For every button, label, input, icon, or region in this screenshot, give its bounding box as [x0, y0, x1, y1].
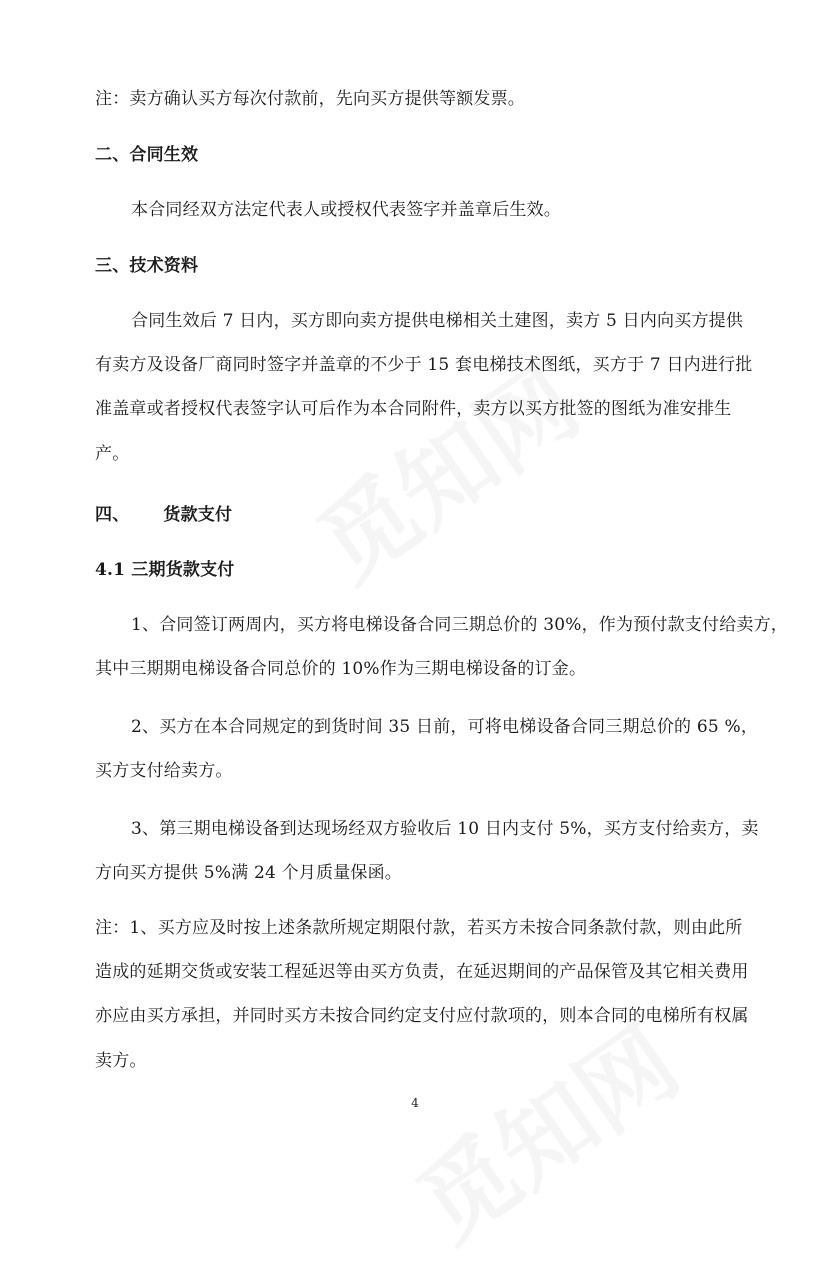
page-number: 4 — [411, 1096, 419, 1110]
section-4-title: 货款支付 — [163, 505, 233, 525]
payment-item-2: 2、买方在本合同规定的到货时间 35 日前，可将电梯设备合同三期总价的 65 %， — [131, 717, 759, 737]
payment-item-3: 方向买方提供 5%满 24 个月质量保函。 — [95, 863, 403, 883]
section-3-line: 合同生效后 7 日内，买方即向卖方提供电梯相关土建图，卖方 5 日内向买方提供 — [131, 311, 744, 331]
invoice-note: 注：卖方确认买方每次付款前，先向买方提供等额发票。 — [95, 89, 525, 109]
payment-item-3: 3、第三期电梯设备到达现场经双方验收后 10 日内支付 5%，买方支付给卖方，卖 — [131, 819, 759, 839]
section-2-body: 本合同经双方法定代表人或授权代表签字并盖章后生效。 — [131, 200, 561, 220]
payment-note: 卖方。 — [95, 1051, 147, 1071]
payment-item-2: 买方支付给卖方。 — [95, 761, 233, 781]
payment-note: 造成的延期交货或安装工程延迟等由买方负责，在延迟期间的产品保管及其它相关费用 — [95, 962, 749, 982]
section-3-line: 准盖章或者授权代表签字认可后作为本合同附件，卖方以买方批签的图纸为准安排生 — [95, 399, 732, 419]
section-3-heading: 三、技术资料 — [95, 256, 199, 276]
payment-note: 注：1、买方应及时按上述条款所规定期限付款，若买方未按合同条款付款，则由此所 — [95, 918, 743, 938]
payment-note: 亦应由买方承担，并同时买方未按合同约定支付应付款项的，则本合同的电梯所有权属 — [95, 1006, 749, 1026]
section-4-1-heading: 4.1 三期货款支付 — [95, 560, 235, 580]
section-3-line: 产。 — [95, 444, 130, 464]
payment-item-1: 其中三期期电梯设备合同总价的 10%作为三期电梯设备的订金。 — [95, 659, 587, 679]
section-3-line: 有卖方及设备厂商同时签字并盖章的不少于 15 套电梯技术图纸，买方于 7 日内进行批 — [95, 355, 753, 375]
section-4-number: 四、 — [95, 505, 130, 525]
section-4-heading — [95, 504, 740, 526]
section-2-heading: 二、合同生效 — [95, 145, 199, 165]
watermark-logo — [387, 990, 701, 1267]
payment-item-1: 1、合同签订两周内，买方将电梯设备合同三期总价的 30%，作为预付款支付给卖方， — [131, 615, 789, 635]
